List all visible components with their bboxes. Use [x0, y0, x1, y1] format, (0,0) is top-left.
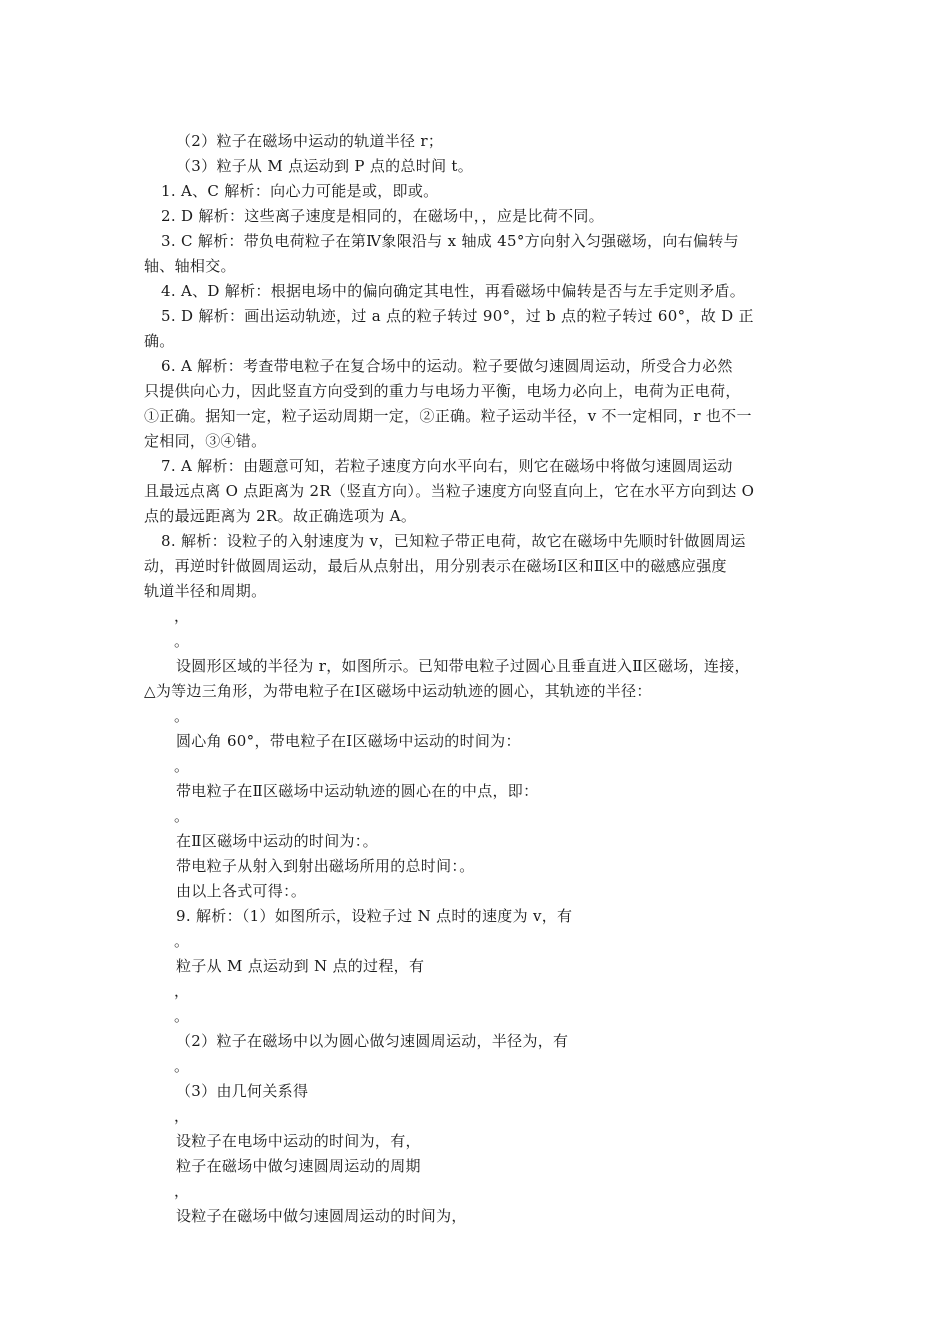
text-line: （3）粒子从 M 点运动到 P 点的总时间 t。 [176, 157, 474, 175]
text-line: ， [174, 982, 190, 1000]
text-line: （2）粒子在磁场中运动的轨道半径 r； [176, 132, 444, 150]
text-line: 在Ⅱ区磁场中运动的时间为：。 [176, 832, 378, 850]
text-line: 只提供向心力，因此竖直方向受到的重力与电场力平衡，电场力必向上，电荷为正电荷， [144, 382, 741, 400]
text-line: 。 [174, 1057, 190, 1075]
text-line: 。 [174, 932, 190, 950]
text-line: （3）由几何关系得 [176, 1082, 309, 1100]
text-line: ， [174, 1107, 190, 1125]
text-line: 9. 解析：（1）如图所示，设粒子过 N 点时的速度为 v，有 [176, 907, 573, 925]
text-line: 5. D 解析：画出运动轨迹，过 a 点的粒子转过 90°，过 b 点的粒子转过 60°，故 D 正 [161, 307, 754, 325]
text-line: 带电粒子在Ⅱ区磁场中运动轨迹的圆心在的中点，即： [176, 782, 539, 800]
text-line: 。 [174, 757, 190, 775]
text-line: 。 [174, 707, 190, 725]
text-line: 1. A、C 解析：向心力可能是或，即或。 [161, 182, 439, 200]
text-line: 粒子从 M 点运动到 N 点的过程，有 [176, 957, 425, 975]
text-line: ， [174, 1182, 190, 1200]
text-line: 粒子在磁场中做匀速圆周运动的周期 [176, 1157, 421, 1175]
text-line: 设粒子在电场中运动的时间为，有， [176, 1132, 421, 1150]
text-line: 设粒子在磁场中做匀速圆周运动的时间为， [176, 1207, 467, 1225]
text-line: 8. 解析：设粒子的入射速度为 v，已知粒子带正电荷，故它在磁场中先顺时针做圆周运 [161, 532, 746, 550]
text-line: ， [174, 607, 190, 625]
text-line: 且最远点离 O 点距离为 2R（竖直方向）。当粒子速度方向竖直向上，它在水平方向到达 O [144, 482, 755, 500]
text-line: 轨道半径和周期。 [144, 582, 267, 600]
text-line: 圆心角 60°，带电粒子在Ⅰ区磁场中运动的时间为： [176, 732, 521, 750]
text-line: 设圆形区域的半径为 r，如图所示。已知带电粒子过圆心且垂直进入Ⅱ区磁场，连接， [176, 657, 750, 675]
text-line: 动，再逆时针做圆周运动，最后从点射出，用分别表示在磁场Ⅰ区和Ⅱ区中的磁感应强度 [144, 557, 727, 575]
text-line: 。 [174, 632, 190, 650]
text-line: 6. A 解析：考查带电粒子在复合场中的运动。粒子要做匀速圆周运动，所受合力必然 [161, 357, 733, 375]
text-line: （2）粒子在磁场中以为圆心做匀速圆周运动，半径为，有 [176, 1032, 569, 1050]
text-line: 定相同，③④错。 [144, 432, 267, 450]
text-line: 3. C 解析：带负电荷粒子在第Ⅳ象限沿与 x 轴成 45°方向射入匀强磁场，向右偏转与 [161, 232, 739, 250]
text-line: 。 [174, 1007, 190, 1025]
text-line: 2. D 解析：这些离子速度是相同的，在磁场中，，应是比荷不同。 [161, 207, 604, 225]
text-line: 7. A 解析：由题意可知，若粒子速度方向水平向右，则它在磁场中将做匀速圆周运动 [161, 457, 733, 475]
text-line: 确。 [144, 332, 175, 350]
text-line: 轴、轴相交。 [144, 257, 236, 275]
text-line: △为等边三角形，为带电粒子在Ⅰ区磁场中运动轨迹的圆心，其轨迹的半径： [144, 682, 652, 700]
text-line: 由以上各式可得：。 [176, 882, 307, 900]
text-line: 带电粒子从射入到射出磁场所用的总时间：。 [176, 857, 475, 875]
text-line: 4. A、D 解析：根据电场中的偏向确定其电性，再看磁场中偏转是否与左手定则矛盾。 [161, 282, 746, 300]
text-line: 点的最远距离为 2R。故正确选项为 A。 [144, 507, 417, 525]
text-line: 。 [174, 807, 190, 825]
text-line: ①正确。据知一定，粒子运动周期一定，②正确。粒子运动半径，v 不一定相同，r 也不一 [144, 407, 752, 425]
